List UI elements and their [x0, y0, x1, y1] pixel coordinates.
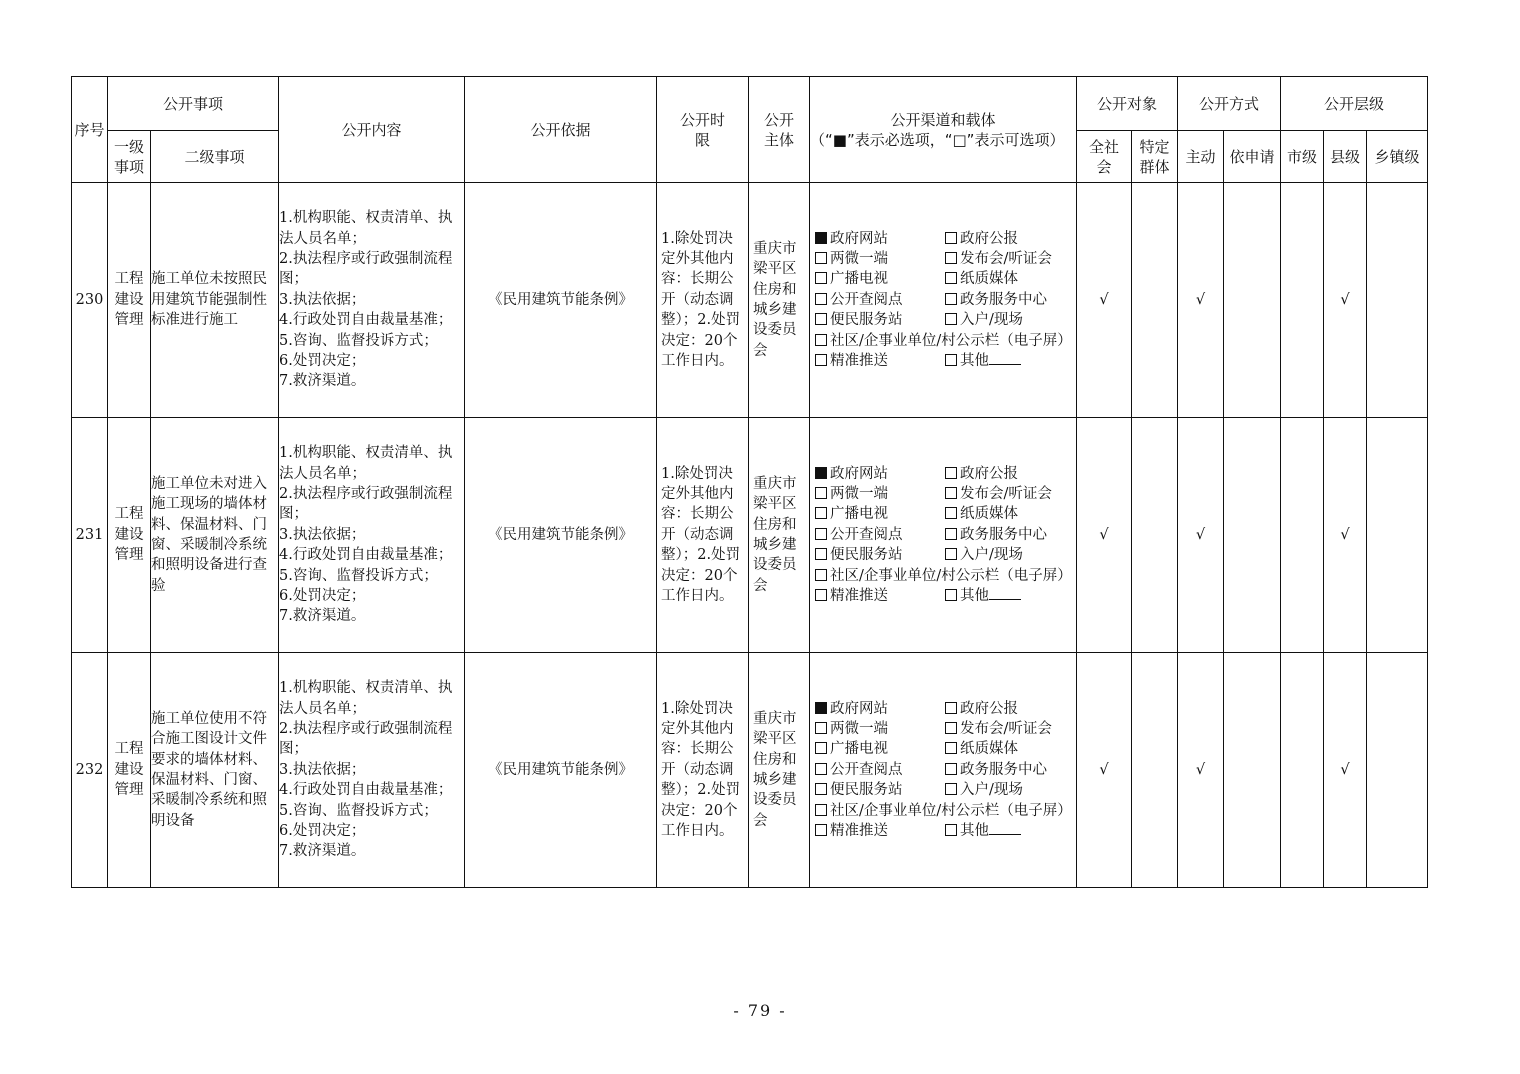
channel-label: 广播电视: [830, 741, 889, 758]
fill-in-blank: [989, 822, 1021, 835]
checkbox-empty-icon: [815, 548, 827, 560]
row-content: [279, 183, 465, 418]
row-check-city: [1281, 418, 1324, 653]
content-line: 5.咨询、监督投诉方式；: [279, 567, 438, 584]
checkbox-empty-icon: [815, 354, 827, 366]
row-check-city: [1281, 653, 1324, 888]
row-check-county: √: [1324, 653, 1367, 888]
header-level: 公开层级: [1281, 77, 1428, 131]
channel-label: 政府网站: [830, 465, 889, 482]
channel-option: [815, 699, 945, 719]
checkbox-empty-icon: [945, 252, 957, 264]
header-target-all: 全社会: [1077, 131, 1132, 183]
checkbox-empty-icon: [945, 722, 957, 734]
row-basis: 《民用建筑节能条例》: [465, 183, 657, 418]
checkbox-empty-icon: [945, 293, 957, 305]
channel-option: [815, 504, 945, 524]
channel-option: [815, 229, 945, 249]
channel-option: [945, 525, 1075, 545]
content-line: 1.机构职能、权责清单、执法人员名单；: [279, 680, 453, 717]
channel-label: 两微一端: [830, 250, 889, 267]
row-check-specific: [1132, 183, 1178, 418]
row-content: [279, 418, 465, 653]
content-line: 6.处罚决定；: [279, 588, 366, 605]
checkbox-checked-icon: [815, 467, 827, 479]
channel-option: [815, 739, 945, 759]
row-check-all: √: [1077, 183, 1132, 418]
channel-label: 政府网站: [830, 700, 889, 717]
checkbox-empty-icon: [815, 487, 827, 499]
checkbox-empty-icon: [945, 507, 957, 519]
channel-label: 入户/现场: [960, 312, 1023, 329]
channel-option: [815, 249, 945, 269]
channel-list: [810, 699, 1076, 842]
header-level-town: 乡镇级: [1367, 131, 1428, 183]
page-number: - 79 -: [733, 1001, 787, 1020]
row-check-active: √: [1178, 653, 1224, 888]
checkbox-empty-icon: [815, 763, 827, 775]
row-check-town: [1367, 653, 1428, 888]
checkbox-empty-icon: [815, 783, 827, 795]
checkbox-empty-icon: [815, 528, 827, 540]
channel-option: [945, 719, 1075, 739]
content-line: 4.行政处罚自由裁量基准；: [279, 312, 453, 329]
channel-label: 精准推送: [830, 353, 889, 370]
channel-label: 纸质媒体: [960, 741, 1019, 758]
channel-label: 政府公报: [960, 465, 1019, 482]
channel-label: 社区/企事业单位/村公示栏（电子屏）: [830, 802, 1072, 819]
channel-label: 社区/企事业单位/村公示栏（电子屏）: [830, 567, 1072, 584]
channel-label: 精准推送: [830, 588, 889, 605]
content-line: 1.机构职能、权责清单、执法人员名单；: [279, 445, 453, 482]
channel-label: 公开查阅点: [830, 526, 903, 543]
header-timelimit: 公开时限: [657, 77, 749, 183]
row-check-apply: [1224, 418, 1281, 653]
row-check-specific: [1132, 653, 1178, 888]
row-timelimit: 1.除处罚决定外其他内容：长期公开（动态调整）；2.处罚决定：20个工作日内。: [657, 183, 749, 418]
channel-option: [815, 719, 945, 739]
channel-option: [945, 249, 1075, 269]
table-row: [72, 418, 1428, 653]
channel-list: [810, 229, 1076, 372]
header-subject: 公开主体: [749, 77, 810, 183]
channel-label: 政府公报: [960, 230, 1019, 247]
header-method-active: 主动: [1178, 131, 1224, 183]
content-line: 7.救济渠道。: [279, 843, 366, 860]
channel-label: 发布会/听证会: [960, 485, 1052, 502]
content-line: 4.行政处罚自由裁量基准；: [279, 782, 453, 799]
checkbox-empty-icon: [945, 783, 957, 795]
channel-label: 便民服务站: [830, 312, 903, 329]
channel-label: 发布会/听证会: [960, 720, 1052, 737]
channel-option: [815, 269, 945, 289]
row-timelimit: 1.除处罚决定外其他内容：长期公开（动态调整）；2.处罚决定：20个工作日内。: [657, 418, 749, 653]
channel-option: [815, 310, 945, 330]
channel-label: 政府公报: [960, 700, 1019, 717]
row-level2: 施工单位未按照民用建筑节能强制性标准进行施工: [151, 183, 279, 418]
channel-label: 两微一端: [830, 720, 889, 737]
header-level-city: 市级: [1281, 131, 1324, 183]
row-check-specific: [1132, 418, 1178, 653]
checkbox-empty-icon: [815, 589, 827, 601]
channel-option: [945, 310, 1075, 330]
channel-label: 其他: [960, 353, 990, 370]
channel-option: [945, 760, 1075, 780]
content-line: 3.执法依据；: [279, 761, 366, 778]
row-subject: 重庆市梁平区住房和城乡建设委员会: [749, 653, 810, 888]
row-level2: 施工单位使用不符合施工图设计文件要求的墙体材料、保温材料、门窗、采暖制冷系统和照明设备: [151, 653, 279, 888]
row-level1: 工程建设管理: [108, 653, 151, 888]
row-check-apply: [1224, 183, 1281, 418]
row-level1: 工程建设管理: [108, 418, 151, 653]
channel-option: [815, 566, 1075, 586]
checkbox-empty-icon: [815, 507, 827, 519]
channel-label: 两微一端: [830, 485, 889, 502]
channel-label: 纸质媒体: [960, 271, 1019, 288]
channel-label: 公开查阅点: [830, 291, 903, 308]
content-line: 7.救济渠道。: [279, 608, 366, 625]
row-check-all: √: [1077, 418, 1132, 653]
channel-option: [945, 699, 1075, 719]
channel-option: [815, 484, 945, 504]
checkbox-empty-icon: [945, 354, 957, 366]
row-channels: [810, 183, 1077, 418]
checkbox-empty-icon: [815, 804, 827, 816]
channel-label: 入户/现场: [960, 782, 1023, 799]
channel-option: [945, 504, 1075, 524]
checkbox-checked-icon: [815, 702, 827, 714]
row-level1: 工程建设管理: [108, 183, 151, 418]
channel-option: [815, 351, 945, 371]
checkbox-checked-icon: [815, 232, 827, 244]
row-seq: 232: [72, 653, 108, 888]
channel-option: [815, 586, 945, 606]
channel-label: 纸质媒体: [960, 506, 1019, 523]
checkbox-empty-icon: [945, 702, 957, 714]
checkbox-empty-icon: [945, 232, 957, 244]
content-line: 1.机构职能、权责清单、执法人员名单；: [279, 210, 453, 247]
table-body: [72, 183, 1428, 888]
channel-label: 其他: [960, 823, 990, 840]
channel-option: [945, 586, 1075, 606]
header-items: 公开事项: [108, 77, 279, 131]
row-basis: 《民用建筑节能条例》: [465, 418, 657, 653]
channel-option: [945, 351, 1075, 371]
checkbox-empty-icon: [945, 313, 957, 325]
channel-option: [945, 464, 1075, 484]
channel-option: [815, 801, 1075, 821]
row-channels: [810, 418, 1077, 653]
checkbox-empty-icon: [815, 252, 827, 264]
channel-option: [815, 464, 945, 484]
checkbox-empty-icon: [815, 272, 827, 284]
content-line: 3.执法依据；: [279, 291, 366, 308]
row-check-all: √: [1077, 653, 1132, 888]
row-check-active: √: [1178, 418, 1224, 653]
header-level2: 二级事项: [151, 131, 279, 183]
row-check-active: √: [1178, 183, 1224, 418]
header-level1: 一级事项: [108, 131, 151, 183]
row-check-county: √: [1324, 418, 1367, 653]
channel-label: 入户/现场: [960, 547, 1023, 564]
checkbox-empty-icon: [815, 293, 827, 305]
row-channels: [810, 653, 1077, 888]
header-method-apply: 依申请: [1224, 131, 1281, 183]
content-line: 3.执法依据；: [279, 526, 366, 543]
channel-label: 政务服务中心: [960, 761, 1048, 778]
row-basis: 《民用建筑节能条例》: [465, 653, 657, 888]
channel-option: [815, 760, 945, 780]
channel-option: [945, 484, 1075, 504]
header-channel: [810, 77, 1077, 183]
checkbox-empty-icon: [815, 334, 827, 346]
channel-label: 广播电视: [830, 271, 889, 288]
row-seq: 231: [72, 418, 108, 653]
row-timelimit: 1.除处罚决定外其他内容：长期公开（动态调整）；2.处罚决定：20个工作日内。: [657, 653, 749, 888]
row-check-county: √: [1324, 183, 1367, 418]
row-check-city: [1281, 183, 1324, 418]
row-subject: 重庆市梁平区住房和城乡建设委员会: [749, 183, 810, 418]
header-target-specific: 特定群体: [1132, 131, 1178, 183]
channel-label: 发布会/听证会: [960, 250, 1052, 267]
channel-option: [945, 780, 1075, 800]
content-line: 2.执法程序或行政强制流程图；: [279, 250, 453, 288]
header-target: 公开对象: [1077, 77, 1178, 131]
channel-label: 便民服务站: [830, 782, 903, 799]
header-seq: 序号: [72, 77, 108, 183]
table-row: [72, 653, 1428, 888]
channel-option: [945, 229, 1075, 249]
channel-option: [945, 545, 1075, 565]
row-content: [279, 653, 465, 888]
header-basis: 公开依据: [465, 77, 657, 183]
checkbox-empty-icon: [945, 763, 957, 775]
channel-option: [945, 290, 1075, 310]
fill-in-blank: [989, 352, 1021, 365]
checkbox-empty-icon: [945, 824, 957, 836]
row-subject: 重庆市梁平区住房和城乡建设委员会: [749, 418, 810, 653]
channel-option: [815, 525, 945, 545]
checkbox-empty-icon: [815, 742, 827, 754]
checkbox-empty-icon: [945, 589, 957, 601]
channel-option: [945, 739, 1075, 759]
channel-label: 社区/企事业单位/村公示栏（电子屏）: [830, 332, 1072, 349]
disclosure-table: [71, 76, 1428, 888]
channel-label: 其他: [960, 588, 990, 605]
channel-option: [945, 821, 1075, 841]
row-check-town: [1367, 418, 1428, 653]
header-row-top: [72, 77, 1428, 131]
content-line: 5.咨询、监督投诉方式；: [279, 332, 438, 349]
row-check-town: [1367, 183, 1428, 418]
row-check-apply: [1224, 653, 1281, 888]
checkbox-empty-icon: [945, 487, 957, 499]
row-seq: 230: [72, 183, 108, 418]
channel-label: 政务服务中心: [960, 526, 1048, 543]
channel-option: [815, 331, 1075, 351]
channel-label: 便民服务站: [830, 547, 903, 564]
channel-option: [815, 780, 945, 800]
checkbox-empty-icon: [815, 313, 827, 325]
checkbox-empty-icon: [945, 272, 957, 284]
channel-option: [815, 545, 945, 565]
row-level2: 施工单位未对进入施工现场的墙体材料、保温材料、门窗、采暖制冷系统和照明设备进行查验: [151, 418, 279, 653]
channel-label: 政府网站: [830, 230, 889, 247]
checkbox-empty-icon: [815, 569, 827, 581]
header-level-county: 县级: [1324, 131, 1367, 183]
table-row: [72, 183, 1428, 418]
channel-option: [945, 269, 1075, 289]
checkbox-empty-icon: [815, 824, 827, 836]
content-line: 5.咨询、监督投诉方式；: [279, 802, 438, 819]
channel-list: [810, 464, 1076, 607]
checkbox-empty-icon: [815, 722, 827, 734]
checkbox-empty-icon: [945, 467, 957, 479]
channel-label: 政务服务中心: [960, 291, 1048, 308]
content-line: 4.行政处罚自由裁量基准；: [279, 547, 453, 564]
header-method: 公开方式: [1178, 77, 1281, 131]
channel-label: 广播电视: [830, 506, 889, 523]
channel-label: 公开查阅点: [830, 761, 903, 778]
checkbox-empty-icon: [945, 548, 957, 560]
header-channel-note: （“■”表示必选项，“□”表示可选项）: [810, 130, 1065, 149]
content-line: 6.处罚决定；: [279, 353, 366, 370]
content-line: 6.处罚决定；: [279, 823, 366, 840]
channel-label: 精准推送: [830, 823, 889, 840]
channel-option: [815, 290, 945, 310]
content-line: 7.救济渠道。: [279, 373, 366, 390]
content-line: 2.执法程序或行政强制流程图；: [279, 485, 453, 523]
header-content: 公开内容: [279, 77, 465, 183]
header-channel-title: 公开渠道和载体: [890, 110, 996, 129]
channel-option: [815, 821, 945, 841]
checkbox-empty-icon: [945, 742, 957, 754]
fill-in-blank: [989, 587, 1021, 600]
content-line: 2.执法程序或行政强制流程图；: [279, 720, 453, 758]
checkbox-empty-icon: [945, 528, 957, 540]
